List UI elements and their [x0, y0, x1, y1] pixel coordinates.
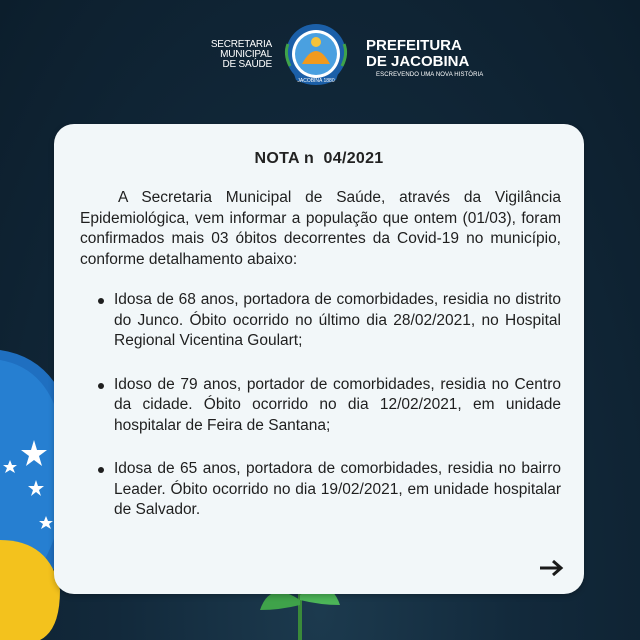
list-item-text: Idosa de 68 anos, portadora de comorbidades, residia no distrito do Junco. Óbito ocorrido no último dia 28/02/2021, no Hospital Regional Vicentina Goulart; — [114, 291, 561, 349]
list-item-text: Idoso de 79 anos, portador de comorbidades, residia no Centro da cidade. Óbito ocorrido no dia 12/02/2021, em unidade hospitalar de Feira de Santana; — [114, 375, 561, 434]
note-title: NOTA n 04/2021 — [254, 150, 384, 167]
prefeitura-title-line1: PREFEITURA — [366, 37, 462, 54]
list-item — [98, 375, 561, 437]
secretaria-label: SECRETARIA MUNICIPAL DE SAÚDE — [210, 39, 272, 70]
header — [0, 18, 640, 90]
note-intro: A Secretaria Municipal de Saúde, através da Vigilância Epidemiológica, vem informar a população que ontem (01/03), foram confirmados mais 03 óbitos decorrentes da Covid-19 no município, conforme detalhamento abaixo: — [80, 189, 561, 268]
seal-text: JACOBINA 1880 — [297, 78, 335, 84]
prefeitura-title-line2: DE JACOBINA — [366, 53, 470, 70]
list-item — [98, 459, 561, 521]
note-card — [54, 124, 584, 594]
arrow-right-icon[interactable] — [538, 558, 566, 578]
list-item — [98, 290, 561, 352]
jacobina-seal-icon — [280, 20, 352, 88]
bullet-dot-icon — [98, 298, 104, 304]
prefeitura-title — [366, 38, 486, 70]
list-item-text: Idosa de 65 anos, portadora de comorbidades, residia no bairro Leader. Óbito ocorrido no dia 19/02/2021, em unidade hospitalar de Salvador. — [114, 460, 561, 518]
note-items-list — [98, 290, 561, 544]
bullet-dot-icon — [98, 467, 104, 473]
bullet-dot-icon — [98, 383, 104, 389]
prefeitura-slogan: ESCREVENDO UMA NOVA HISTÓRIA — [376, 72, 484, 78]
